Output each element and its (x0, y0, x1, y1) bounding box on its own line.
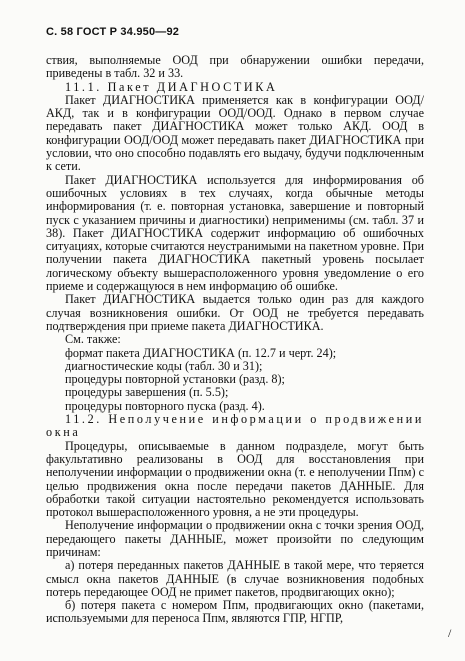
list-item-b: б) потеря пакета с номером Ппм, продвигающих окно (пакетами, используемыми для переноса Ппм, являются ГПР, НГПР, (46, 598, 424, 626)
paragraph-continuation: ствия, выполняемые ООД при обнаружении ошибки передачи, приведены в табл. 32 и 33. (46, 53, 424, 81)
section-heading-11-2: 11.2. Неполучение информации о продвижении окна (46, 412, 424, 440)
paragraph: Пакет ДИАГНОСТИКА используется для информирования об ошибочных условиях в тех случаях, когда обычные методы информирования (т. е. повторная установка, завершение и повторный пуск с указанием причины и диагностики) неприменимы (см. табл. 37 и 38). Пакет ДИАГНОСТИКА содержит информацию об ошибочных ситуациях, которые считаются неустранимыми на пакетном уровне. При получении пакета ДИАГНОСТИКА пакетный уровень посылает логическому объекту вышерасположенного уровня уведомление о его приеме и содержащуюся в нем информацию об ошибке. (46, 172, 424, 294)
see-also-item: формат пакета ДИАГНОСТИКА (п. 12.7 и черт. 24); (65, 345, 337, 360)
document-body (46, 54, 424, 626)
paragraph: Неполучение информации о продвижении окна с точки зрения ООД, передающего пакеты ДАННЫЕ, может произойти по следующим причинам: (46, 518, 424, 559)
see-also-label: См. также: (65, 332, 121, 347)
paragraph: Процедуры, описываемые в данном подразделе, могут быть факультативно реализованы в ООД для восстановления при неполучении информации о продвижении окна (т. е неполучении Ппм) с целью продвижения окна после передачи пакетов ДАННЫЕ. Для обработки такой ситуации настоятельно рекомендуется использовать протокол вышерасположенного уровня, а не эти процедуры. (46, 438, 424, 520)
page-header: С. 58 ГОСТ Р 34.950—92 (46, 26, 180, 38)
paragraph: Пакет ДИАГНОСТИКА выдается только один раз для каждого случая возникновения ошибки. От ООД не требуется передавать подтверждения при приеме пакета ДИАГНОСТИКА. (46, 292, 424, 333)
see-also-item: процедуры повторного пуска (разд. 4). (65, 398, 265, 413)
section-heading-11-1: 11.1. Пакет ДИАГНОСТИКА (65, 79, 278, 94)
see-also-item: процедуры завершения (п. 5.5); (65, 385, 229, 400)
margin-mark: / (448, 626, 452, 640)
paragraph: Пакет ДИАГНОСТИКА применяется как в конфигурации ООД/АКД, так и в конфигурации ООД/ООД. Однако в первом случае передавать пакет ДИАГНОСТИКА может только АКД. ООД в конфигурации ООД/ООД может передавать пакет ДИАГНОСТИКА при условии, что оно способно подавлять его выдачу, будучи подключенным к сети. (46, 92, 424, 174)
list-item-a: а) потеря переданных пакетов ДАННЫЕ в такой мере, что теряется смысл окна пакетов ДАННЫЕ (в случае возникновения подобных потерь передающее ООД не примет пакетов, продвигающих окно); (46, 558, 424, 599)
see-also-item: диагностические коды (табл. 30 и 31); (65, 358, 263, 373)
see-also-item: процедуры повторной установки (разд. 8); (65, 372, 285, 387)
